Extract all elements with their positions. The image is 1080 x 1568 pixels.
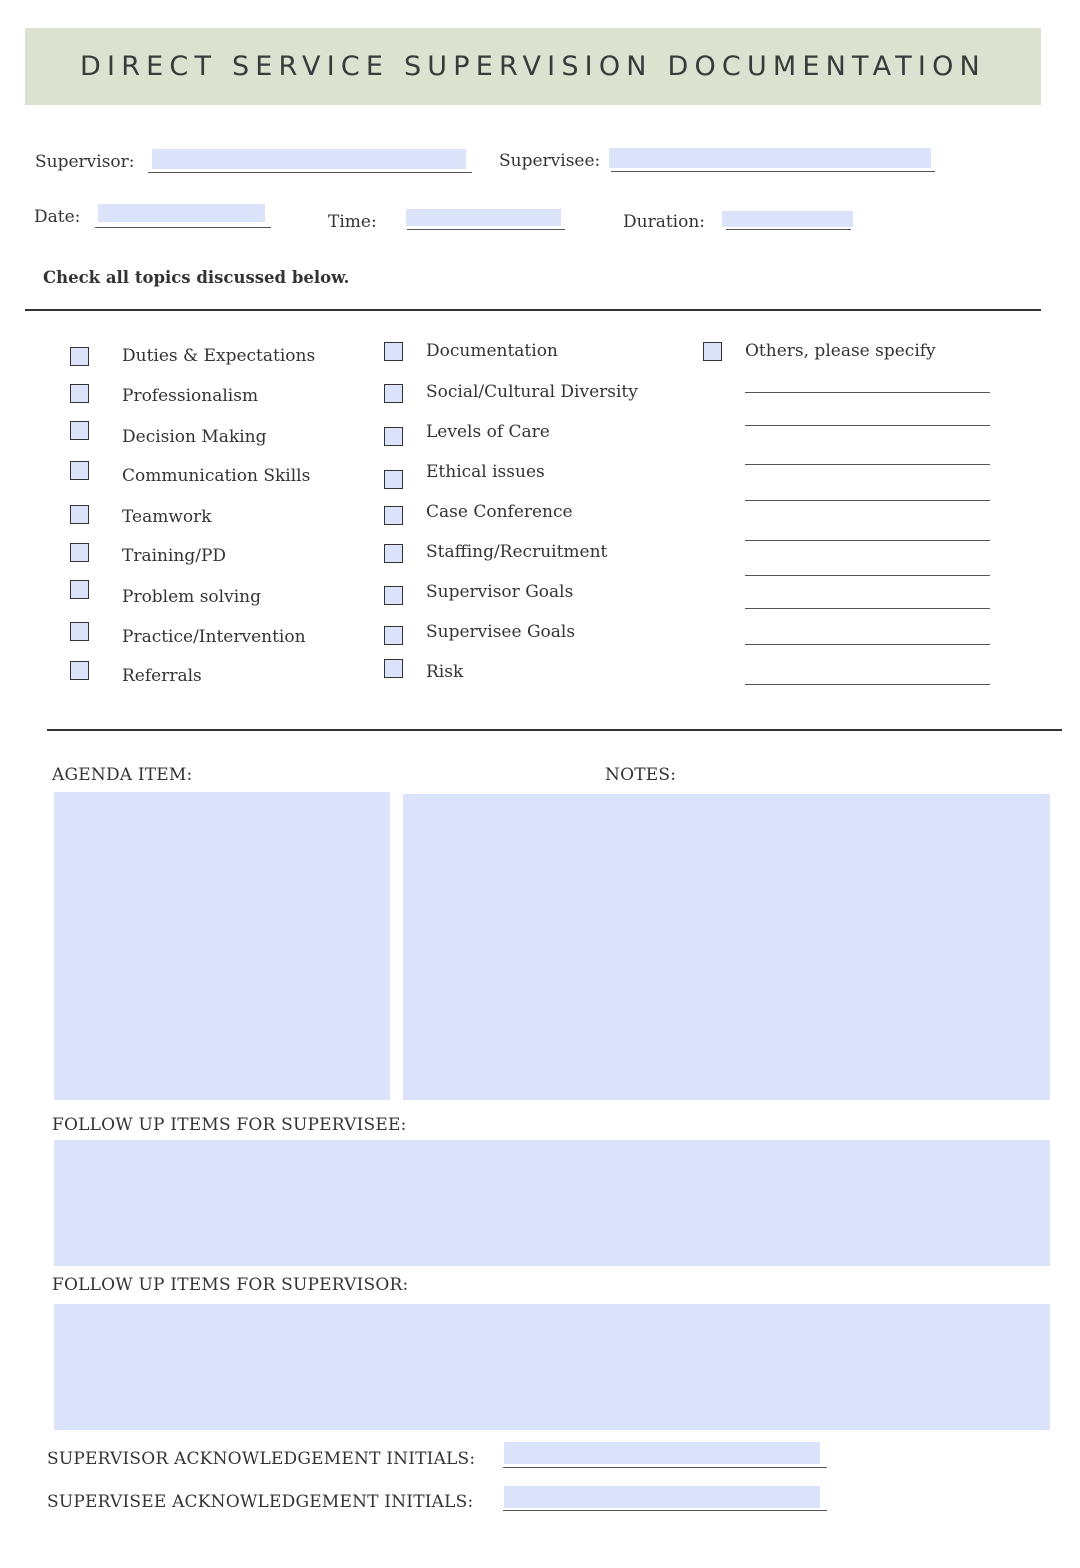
- topic-checkbox[interactable]: [384, 384, 403, 403]
- topic-label: Communication Skills: [122, 466, 311, 486]
- topic-checkbox[interactable]: [384, 470, 403, 489]
- followup-supervisor-textarea[interactable]: [54, 1304, 1050, 1430]
- agenda-textarea[interactable]: [54, 792, 390, 1100]
- time-label: Time:: [328, 212, 377, 232]
- others-specify-line[interactable]: [745, 644, 990, 645]
- date-input[interactable]: [98, 204, 265, 222]
- date-underline: [95, 227, 271, 228]
- topic-checkbox[interactable]: [384, 427, 403, 446]
- others-checkbox[interactable]: [703, 342, 722, 361]
- topic-label: Practice/Intervention: [122, 627, 306, 647]
- others-specify-line[interactable]: [745, 540, 990, 541]
- others-label: Others, please specify: [745, 341, 936, 361]
- topic-checkbox[interactable]: [384, 544, 403, 563]
- topic-label: Problem solving: [122, 587, 261, 607]
- supervisee-underline: [611, 171, 935, 172]
- divider-middle: [47, 729, 1062, 731]
- header-banner: [25, 28, 1041, 105]
- duration-label: Duration:: [623, 212, 706, 232]
- others-specify-line[interactable]: [745, 575, 990, 576]
- others-specify-line[interactable]: [745, 608, 990, 609]
- others-specify-line[interactable]: [745, 425, 990, 426]
- supervisor-input[interactable]: [152, 149, 466, 169]
- supervisee-initials-input[interactable]: [504, 1486, 820, 1508]
- topic-label: Supervisor Goals: [426, 582, 574, 602]
- topic-label: Ethical issues: [426, 462, 545, 482]
- topic-label: Teamwork: [122, 507, 212, 527]
- supervisor-initials-underline: [503, 1467, 827, 1468]
- topic-checkbox[interactable]: [70, 543, 89, 562]
- divider-top: [25, 309, 1041, 311]
- topic-label: Documentation: [426, 341, 558, 361]
- topic-label: Staffing/Recruitment: [426, 542, 608, 562]
- topic-label: Professionalism: [122, 386, 259, 406]
- topic-label: Decision Making: [122, 427, 267, 447]
- followup-supervisee-label: FOLLOW UP ITEMS FOR SUPERVISEE:: [52, 1115, 407, 1135]
- supervisee-initials-label: SUPERVISEE ACKNOWLEDGEMENT INITIALS:: [47, 1492, 474, 1512]
- topic-label: Social/Cultural Diversity: [426, 382, 638, 402]
- topic-checkbox[interactable]: [70, 347, 89, 366]
- supervisor-underline: [148, 172, 472, 173]
- topic-checkbox[interactable]: [70, 661, 89, 680]
- topic-checkbox[interactable]: [384, 342, 403, 361]
- followup-supervisor-label: FOLLOW UP ITEMS FOR SUPERVISOR:: [52, 1275, 409, 1295]
- topic-checkbox[interactable]: [384, 626, 403, 645]
- supervisee-label: Supervisee:: [499, 151, 601, 171]
- topic-checkbox[interactable]: [70, 384, 89, 403]
- topic-checkbox[interactable]: [70, 580, 89, 599]
- supervisor-initials-label: SUPERVISOR ACKNOWLEDGEMENT INITIALS:: [47, 1449, 476, 1469]
- supervisor-initials-input[interactable]: [504, 1442, 820, 1464]
- supervisor-label: Supervisor:: [35, 152, 135, 172]
- supervisee-initials-underline: [503, 1510, 827, 1511]
- topic-label: Referrals: [122, 666, 202, 686]
- notes-label: NOTES:: [605, 765, 677, 785]
- followup-supervisee-textarea[interactable]: [54, 1140, 1050, 1266]
- topic-label: Risk: [426, 662, 464, 682]
- topic-checkbox[interactable]: [70, 622, 89, 641]
- others-specify-line[interactable]: [745, 684, 990, 685]
- topic-checkbox[interactable]: [70, 505, 89, 524]
- topic-checkbox[interactable]: [384, 586, 403, 605]
- notes-textarea[interactable]: [403, 794, 1050, 1100]
- topic-label: Supervisee Goals: [426, 622, 576, 642]
- topic-label: Training/PD: [122, 546, 227, 566]
- time-underline: [407, 229, 565, 230]
- topic-label: Levels of Care: [426, 422, 550, 442]
- supervisee-input[interactable]: [609, 148, 931, 168]
- others-specify-line[interactable]: [745, 500, 990, 501]
- topic-checkbox[interactable]: [384, 506, 403, 525]
- duration-input[interactable]: [722, 211, 853, 227]
- page-title: DIRECT SERVICE SUPERVISION DOCUMENTATION: [80, 51, 986, 82]
- time-input[interactable]: [406, 209, 561, 226]
- date-label: Date:: [34, 207, 81, 227]
- topic-checkbox[interactable]: [384, 659, 403, 678]
- others-specify-line[interactable]: [745, 392, 990, 393]
- instructions-text: Check all topics discussed below.: [43, 268, 350, 287]
- topic-label: Case Conference: [426, 502, 573, 522]
- agenda-label: AGENDA ITEM:: [52, 765, 193, 785]
- duration-underline: [726, 229, 851, 230]
- topic-checkbox[interactable]: [70, 421, 89, 440]
- others-specify-line[interactable]: [745, 464, 990, 465]
- topic-checkbox[interactable]: [70, 461, 89, 480]
- topic-label: Duties & Expectations: [122, 346, 316, 366]
